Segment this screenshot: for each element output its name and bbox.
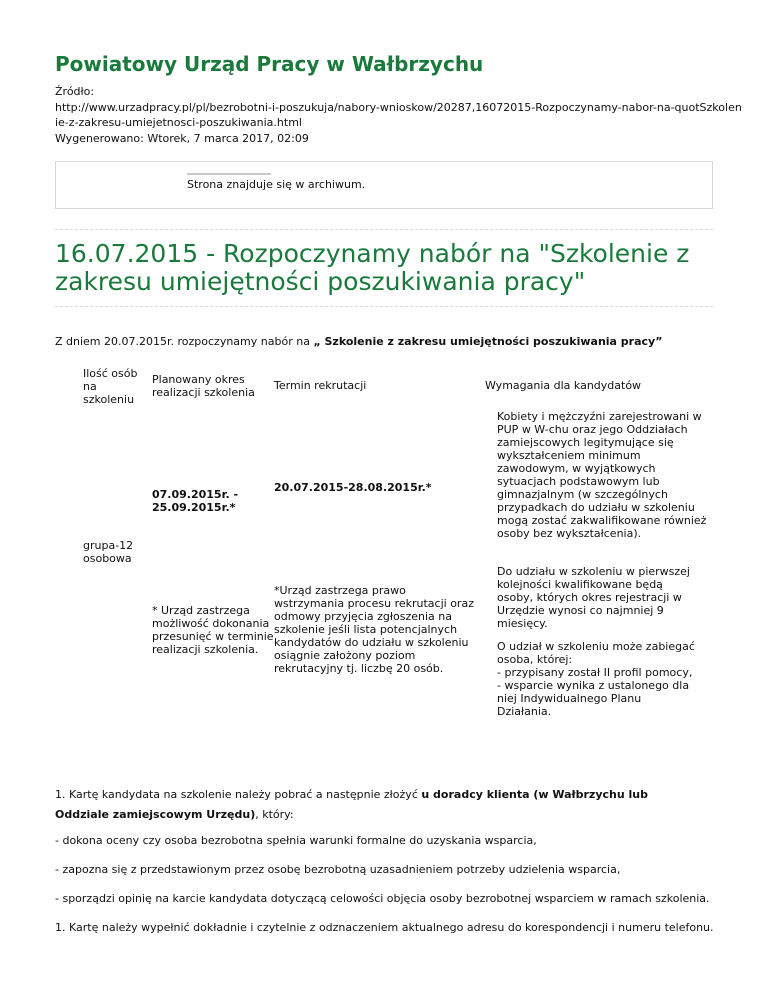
generated-date: Wygenerowano: Wtorek, 7 marca 2017, 02:09 <box>55 131 309 145</box>
archive-divider <box>187 173 271 175</box>
header-recruitment: Termin rekrutacji <box>274 379 367 392</box>
group-size: grupa-12 osobowa <box>83 539 134 565</box>
recruitment-note: *Urząd zastrzega prawo wstrzymania procesu rekrutacji oraz odmowy przyjęcia zgłoszenia na szkolenie jeśli lista potencjalnych kandydatów do udziału w szkoleniu osiągnie założony poziom rekrutacyjny tj. liczbę 20 osób. <box>274 584 474 675</box>
intro-course-name: „ Szkolenie z zakresu umiejętności poszukiwania pracy” <box>313 335 663 348</box>
page-title: 16.07.2015 - Rozpoczynamy nabór na "Szkolenie z zakresu umiejętności poszukiwania pracy" <box>55 239 690 296</box>
requirements-priority: Do udziału w szkoleniu w pierwszej kolejności kwalifikowane będą osoby, których okres rejestracji w Urzędzie wynosi co najmniej 9 miesięcy. <box>497 565 690 630</box>
period-note: * Urząd zastrzega możliwość dokonania przesunięć w terminie realizacji szkolenia. <box>152 604 274 656</box>
archive-notice: Strona znajduje się w archiwum. <box>187 178 366 191</box>
steps-item-1: 1. Kartę kandydata na szkolenie należy pobrać a następnie złożyć u doradcy klienta (w Wałbrzychu lub Oddziale zamiejscowym Urzędu), który: <box>55 788 648 821</box>
requirements-education: Kobiety i mężczyźni zarejestrowani w PUP w W-chu oraz jego Oddziałach zamiejscowych legitymujące się wykształceniem minimum zawodowym, w wyjątkowych sytuacjach podstawowym lub gimnazjalnym (w szczególnych przypadkach do udziału w szkoleniu mogą zostać zakwalifikowane również osoby bez wykształcenia). <box>497 410 707 540</box>
list-number: 1. <box>55 921 66 934</box>
source-url-line-2[interactable]: ie-z-zakresu-umiejetnosci-poszukiwania.html <box>55 116 302 129</box>
recruitment-period: 20.07.2015-28.08.2015r.* <box>274 481 432 494</box>
source-meta <box>55 84 742 146</box>
consultant-task-3: - sporządzi opinię na karcie kandydata dotyczącą celowości objęcia osoby bezrobotnej wsparciem w ramach szkolenia. <box>55 892 710 905</box>
title-divider-top <box>55 229 713 230</box>
steps-item-2: 1. Kartę należy wypełnić dokładnie i czytelnie z odznaczeniem aktualnego adresu do korespondencji i numeru telefonu. <box>55 921 714 934</box>
intro-paragraph <box>55 335 662 348</box>
source-url-line-1[interactable]: http://www.urzadpracy.pl/pl/bezrobotni-i-poszukuja/nabory-wnioskow/20287,16072015-Rozpoczynamy-nabor-na-quotSzkolen <box>55 100 742 114</box>
training-period: 07.09.2015r. - 25.09.2015r.* <box>152 488 239 514</box>
header-period: Planowany okres realizacji szkolenia <box>152 373 255 399</box>
archive-notice-box <box>55 161 713 209</box>
site-title: Powiatowy Urząd Pracy w Wałbrzychu <box>55 52 484 76</box>
list-number: 1. <box>55 788 66 801</box>
intro-text: Z dniem 20.07.2015r. rozpoczynamy nabór na <box>55 335 314 348</box>
consultant-task-2: - zapozna się z przedstawionym przez osobę bezrobotną uzasadnieniem potrzeby udzielenia wsparcia, <box>55 863 621 876</box>
title-divider-bottom <box>55 306 713 307</box>
header-count: Ilość osób na szkoleniu <box>83 367 138 406</box>
consultant-task-1: - dokona oceny czy osoba bezrobotna spełnia warunki formalne do uzyskania wsparcia, <box>55 834 537 847</box>
source-label: Źródło: <box>55 85 95 98</box>
requirements-eligibility: O udział w szkoleniu może zabiegać osoba, której: - przypisany został II profil pomocy, - wsparcie wynika z ustalonego dla niej Indywidualnego Planu Działania. <box>497 640 695 718</box>
header-requirements: Wymagania dla kandydatów <box>485 379 642 392</box>
